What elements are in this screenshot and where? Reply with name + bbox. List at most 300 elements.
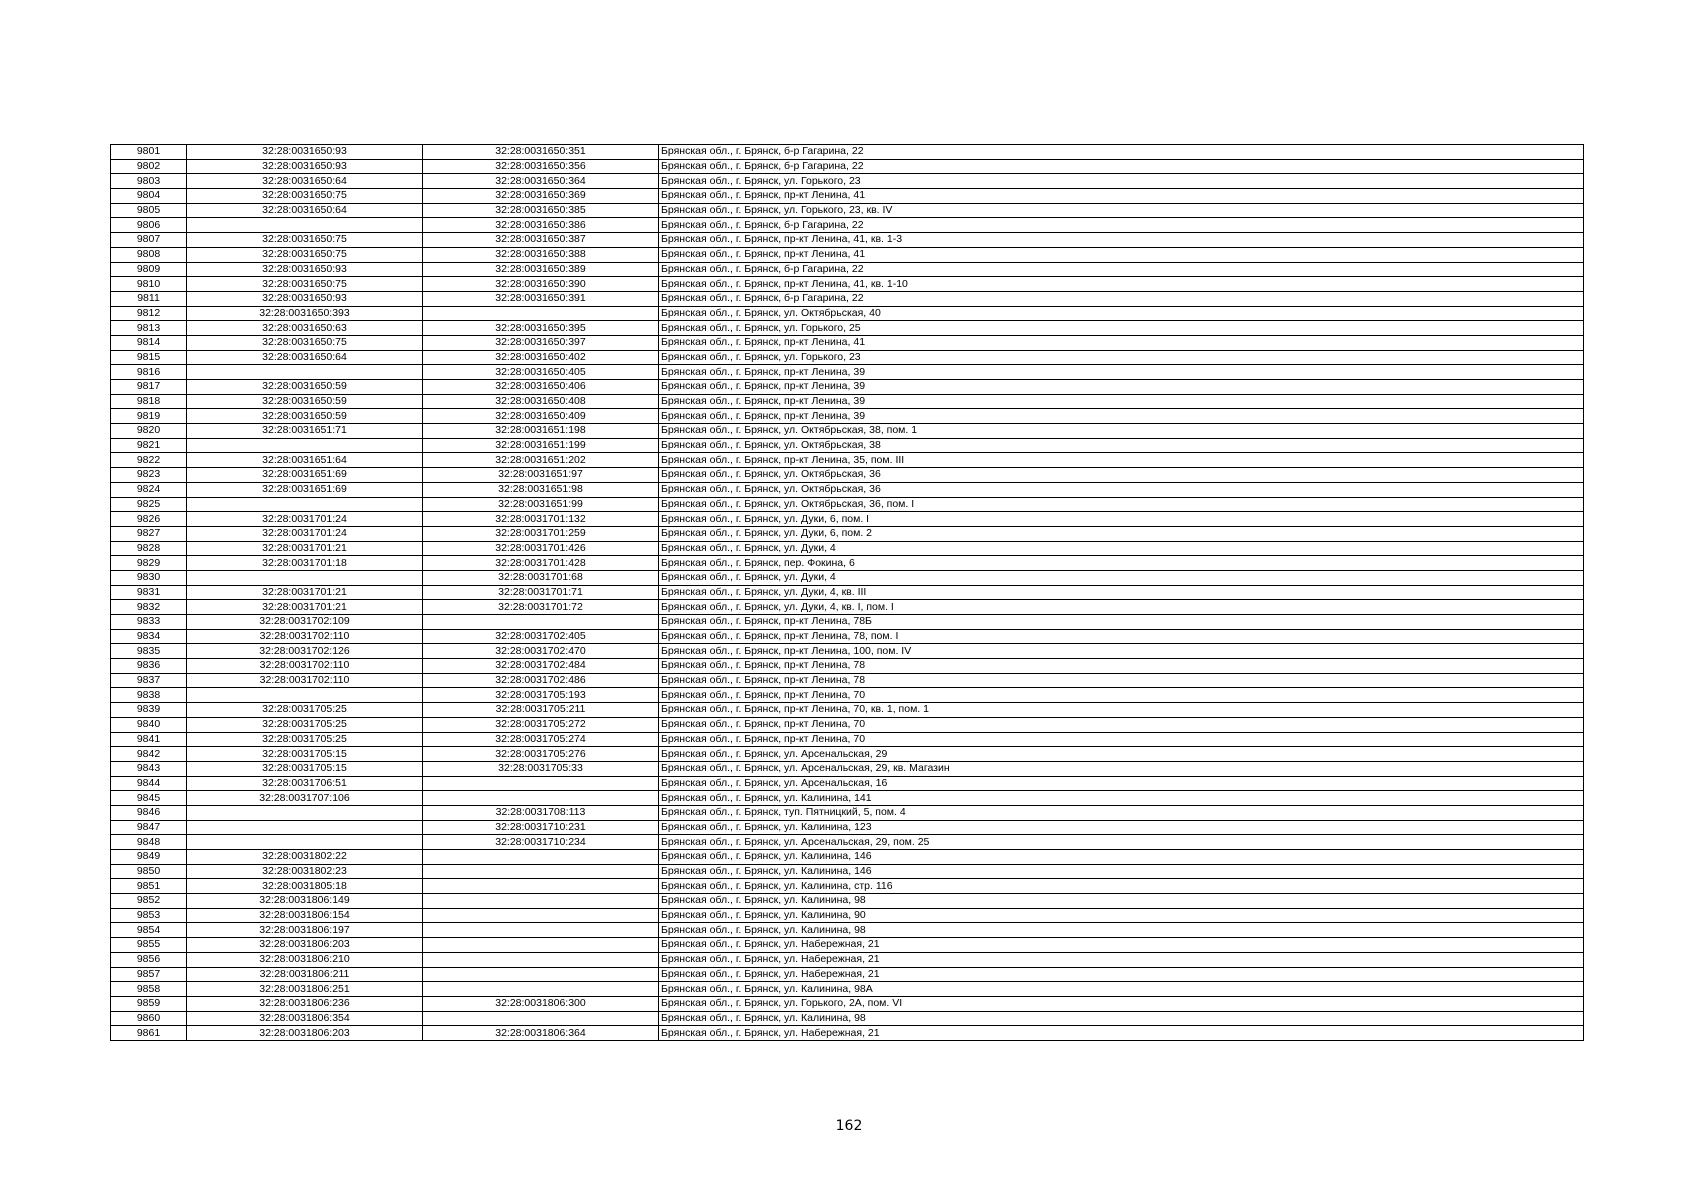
table-row	[111, 835, 1584, 850]
table-row	[111, 262, 1584, 277]
table-row	[111, 1011, 1584, 1026]
cadastral-number-object: 32:28:0031650:385	[423, 203, 659, 218]
table-row	[111, 908, 1584, 923]
row-number: 9841	[111, 732, 187, 747]
row-number: 9821	[111, 438, 187, 453]
cadastral-number-parent: 32:28:0031707:106	[187, 791, 423, 806]
row-number: 9811	[111, 291, 187, 306]
row-number: 9808	[111, 247, 187, 262]
cadastral-number-parent: 32:28:0031702:110	[187, 659, 423, 674]
cadastral-number-object: 32:28:0031705:272	[423, 717, 659, 732]
table-row	[111, 350, 1584, 365]
cadastral-number-object: 32:28:0031650:391	[423, 291, 659, 306]
row-number: 9823	[111, 468, 187, 483]
cadastral-number-object: 32:28:0031701:428	[423, 556, 659, 571]
address: Брянская обл., г. Брянск, ул. Калинина, 90	[659, 908, 1584, 923]
address: Брянская обл., г. Брянск, пр-кт Ленина, 70	[659, 688, 1584, 703]
cadastral-number-parent	[187, 438, 423, 453]
cadastral-number-parent: 32:28:0031650:64	[187, 203, 423, 218]
address: Брянская обл., г. Брянск, ул. Октябрьская, 36	[659, 468, 1584, 483]
address: Брянская обл., г. Брянск, туп. Пятницкий, 5, пом. 4	[659, 805, 1584, 820]
row-number: 9816	[111, 365, 187, 380]
table-row	[111, 952, 1584, 967]
row-number: 9847	[111, 820, 187, 835]
address: Брянская обл., г. Брянск, пр-кт Ленина, 39	[659, 394, 1584, 409]
cadastral-number-parent: 32:28:0031651:69	[187, 468, 423, 483]
address: Брянская обл., г. Брянск, б-р Гагарина, 22	[659, 262, 1584, 277]
table-row	[111, 923, 1584, 938]
row-number: 9831	[111, 585, 187, 600]
cadastral-number-object: 32:28:0031705:276	[423, 747, 659, 762]
table-row	[111, 864, 1584, 879]
cadastral-number-parent: 32:28:0031806:197	[187, 923, 423, 938]
cadastral-number-parent: 32:28:0031650:75	[187, 277, 423, 292]
cadastral-number-parent: 32:28:0031806:210	[187, 952, 423, 967]
address: Брянская обл., г. Брянск, пр-кт Ленина, 78, пом. I	[659, 629, 1584, 644]
table-row	[111, 600, 1584, 615]
row-number: 9809	[111, 262, 187, 277]
address: Брянская обл., г. Брянск, ул. Арсенальская, 29	[659, 747, 1584, 762]
address: Брянская обл., г. Брянск, пер. Фокина, 6	[659, 556, 1584, 571]
address: Брянская обл., г. Брянск, пр-кт Ленина, 70	[659, 717, 1584, 732]
table-row	[111, 159, 1584, 174]
cadastral-number-parent: 32:28:0031806:354	[187, 1011, 423, 1026]
row-number: 9802	[111, 159, 187, 174]
address: Брянская обл., г. Брянск, б-р Гагарина, 22	[659, 218, 1584, 233]
row-number: 9861	[111, 1026, 187, 1041]
cadastral-number-parent: 32:28:0031706:51	[187, 776, 423, 791]
address: Брянская обл., г. Брянск, ул. Дуки, 4	[659, 541, 1584, 556]
address: Брянская обл., г. Брянск, б-р Гагарина, 22	[659, 291, 1584, 306]
cadastral-number-object: 32:28:0031651:99	[423, 497, 659, 512]
address: Брянская обл., г. Брянск, пр-кт Ленина, 70	[659, 732, 1584, 747]
table-row	[111, 380, 1584, 395]
cadastral-number-parent: 32:28:0031702:126	[187, 644, 423, 659]
cadastral-number-parent: 32:28:0031806:154	[187, 908, 423, 923]
address: Брянская обл., г. Брянск, ул. Октябрьская, 36	[659, 482, 1584, 497]
table-row	[111, 996, 1584, 1011]
table-row	[111, 306, 1584, 321]
cadastral-number-object	[423, 791, 659, 806]
cadastral-number-parent: 32:28:0031702:109	[187, 615, 423, 630]
registry-table	[110, 144, 1584, 1041]
table-row	[111, 497, 1584, 512]
table-row	[111, 438, 1584, 453]
cadastral-number-object	[423, 894, 659, 909]
cadastral-number-parent: 32:28:0031806:211	[187, 967, 423, 982]
table-row	[111, 1026, 1584, 1041]
cadastral-number-parent: 32:28:0031701:18	[187, 556, 423, 571]
row-number: 9830	[111, 570, 187, 585]
cadastral-number-parent: 32:28:0031806:236	[187, 996, 423, 1011]
table-row	[111, 409, 1584, 424]
row-number: 9822	[111, 453, 187, 468]
row-number: 9825	[111, 497, 187, 512]
address: Брянская обл., г. Брянск, ул. Дуки, 4, кв. I, пом. I	[659, 600, 1584, 615]
table-row	[111, 541, 1584, 556]
address: Брянская обл., г. Брянск, ул. Арсенальская, 29, пом. 25	[659, 835, 1584, 850]
cadastral-number-object: 32:28:0031705:33	[423, 761, 659, 776]
table-row	[111, 424, 1584, 439]
table-row	[111, 629, 1584, 644]
cadastral-number-object: 32:28:0031650:395	[423, 321, 659, 336]
row-number: 9826	[111, 512, 187, 527]
address: Брянская обл., г. Брянск, пр-кт Ленина, 35, пом. III	[659, 453, 1584, 468]
cadastral-number-parent	[187, 820, 423, 835]
table-row	[111, 277, 1584, 292]
cadastral-number-parent: 32:28:0031805:18	[187, 879, 423, 894]
row-number: 9858	[111, 982, 187, 997]
row-number: 9805	[111, 203, 187, 218]
table-row	[111, 335, 1584, 350]
address: Брянская обл., г. Брянск, б-р Гагарина, 22	[659, 159, 1584, 174]
cadastral-number-parent: 32:28:0031650:93	[187, 291, 423, 306]
row-number: 9840	[111, 717, 187, 732]
cadastral-number-object	[423, 952, 659, 967]
address: Брянская обл., г. Брянск, ул. Горького, 23	[659, 350, 1584, 365]
table-row	[111, 394, 1584, 409]
cadastral-number-parent: 32:28:0031705:25	[187, 717, 423, 732]
cadastral-number-object: 32:28:0031651:97	[423, 468, 659, 483]
address: Брянская обл., г. Брянск, ул. Горького, 23	[659, 174, 1584, 189]
cadastral-number-object	[423, 908, 659, 923]
cadastral-number-parent: 32:28:0031650:93	[187, 159, 423, 174]
address: Брянская обл., г. Брянск, ул. Арсенальская, 29, кв. Магазин	[659, 761, 1584, 776]
cadastral-number-parent: 32:28:0031806:203	[187, 938, 423, 953]
table-row	[111, 791, 1584, 806]
cadastral-number-parent: 32:28:0031650:75	[187, 247, 423, 262]
cadastral-number-object	[423, 923, 659, 938]
cadastral-number-object: 32:28:0031650:408	[423, 394, 659, 409]
row-number: 9860	[111, 1011, 187, 1026]
cadastral-number-object: 32:28:0031708:113	[423, 805, 659, 820]
cadastral-number-object: 32:28:0031651:198	[423, 424, 659, 439]
table-row	[111, 512, 1584, 527]
address: Брянская обл., г. Брянск, пр-кт Ленина, 100, пом. IV	[659, 644, 1584, 659]
address: Брянская обл., г. Брянск, ул. Набережная, 21	[659, 1026, 1584, 1041]
cadastral-number-parent: 32:28:0031650:59	[187, 409, 423, 424]
table-row	[111, 732, 1584, 747]
cadastral-number-parent: 32:28:0031705:15	[187, 761, 423, 776]
table-row	[111, 468, 1584, 483]
cadastral-number-object: 32:28:0031702:470	[423, 644, 659, 659]
row-number: 9827	[111, 526, 187, 541]
cadastral-number-parent: 32:28:0031702:110	[187, 673, 423, 688]
row-number: 9834	[111, 629, 187, 644]
cadastral-number-object	[423, 967, 659, 982]
cadastral-number-object: 32:28:0031651:98	[423, 482, 659, 497]
table-row	[111, 203, 1584, 218]
cadastral-number-object: 32:28:0031650:388	[423, 247, 659, 262]
cadastral-number-parent: 32:28:0031650:75	[187, 233, 423, 248]
cadastral-number-object: 32:28:0031702:405	[423, 629, 659, 644]
address: Брянская обл., г. Брянск, пр-кт Ленина, 41	[659, 335, 1584, 350]
address: Брянская обл., г. Брянск, пр-кт Ленина, 39	[659, 380, 1584, 395]
cadastral-number-parent: 32:28:0031650:64	[187, 350, 423, 365]
cadastral-number-object: 32:28:0031650:397	[423, 335, 659, 350]
table-row	[111, 644, 1584, 659]
cadastral-number-object: 32:28:0031651:199	[423, 438, 659, 453]
row-number: 9839	[111, 703, 187, 718]
cadastral-number-parent: 32:28:0031802:23	[187, 864, 423, 879]
cadastral-number-parent	[187, 688, 423, 703]
table-row	[111, 894, 1584, 909]
row-number: 9804	[111, 189, 187, 204]
cadastral-number-object: 32:28:0031702:486	[423, 673, 659, 688]
cadastral-number-object: 32:28:0031701:426	[423, 541, 659, 556]
cadastral-number-parent	[187, 365, 423, 380]
address: Брянская обл., г. Брянск, пр-кт Ленина, 70, кв. 1, пом. 1	[659, 703, 1584, 718]
row-number: 9838	[111, 688, 187, 703]
row-number: 9818	[111, 394, 187, 409]
cadastral-number-object: 32:28:0031710:234	[423, 835, 659, 850]
cadastral-number-parent: 32:28:0031701:21	[187, 600, 423, 615]
cadastral-number-object	[423, 1011, 659, 1026]
row-number: 9833	[111, 615, 187, 630]
address: Брянская обл., г. Брянск, пр-кт Ленина, 41	[659, 189, 1584, 204]
table-row	[111, 776, 1584, 791]
table-row	[111, 585, 1584, 600]
row-number: 9813	[111, 321, 187, 336]
address: Брянская обл., г. Брянск, ул. Арсенальская, 16	[659, 776, 1584, 791]
cadastral-number-parent: 32:28:0031806:203	[187, 1026, 423, 1041]
row-number: 9850	[111, 864, 187, 879]
cadastral-number-object	[423, 615, 659, 630]
row-number: 9852	[111, 894, 187, 909]
row-number: 9856	[111, 952, 187, 967]
page-number: 162	[835, 1118, 863, 1134]
address: Брянская обл., г. Брянск, ул. Горького, 25	[659, 321, 1584, 336]
address: Брянская обл., г. Брянск, ул. Набережная, 21	[659, 967, 1584, 982]
table-row	[111, 145, 1584, 160]
address: Брянская обл., г. Брянск, ул. Дуки, 4	[659, 570, 1584, 585]
row-number: 9846	[111, 805, 187, 820]
cadastral-number-parent: 32:28:0031650:75	[187, 335, 423, 350]
address: Брянская обл., г. Брянск, ул. Калинина, 146	[659, 850, 1584, 865]
address: Брянская обл., г. Брянск, ул. Дуки, 4, кв. III	[659, 585, 1584, 600]
address: Брянская обл., г. Брянск, пр-кт Ленина, 41, кв. 1-10	[659, 277, 1584, 292]
table-row	[111, 982, 1584, 997]
cadastral-number-parent: 32:28:0031705:25	[187, 732, 423, 747]
row-number: 9801	[111, 145, 187, 160]
cadastral-number-object: 32:28:0031651:202	[423, 453, 659, 468]
table-row	[111, 747, 1584, 762]
address: Брянская обл., г. Брянск, ул. Октябрьская, 36, пом. I	[659, 497, 1584, 512]
address: Брянская обл., г. Брянск, ул. Калинина, 98	[659, 923, 1584, 938]
row-number: 9810	[111, 277, 187, 292]
table-row	[111, 850, 1584, 865]
cadastral-number-object: 32:28:0031650:406	[423, 380, 659, 395]
cadastral-number-object	[423, 776, 659, 791]
address: Брянская обл., г. Брянск, ул. Октябрьская, 40	[659, 306, 1584, 321]
cadastral-number-parent: 32:28:0031651:64	[187, 453, 423, 468]
cadastral-number-parent: 32:28:0031705:15	[187, 747, 423, 762]
row-number: 9829	[111, 556, 187, 571]
row-number: 9817	[111, 380, 187, 395]
table-row	[111, 321, 1584, 336]
address: Брянская обл., г. Брянск, ул. Горького, 2А, пом. VI	[659, 996, 1584, 1011]
cadastral-number-object: 32:28:0031650:405	[423, 365, 659, 380]
table-row	[111, 570, 1584, 585]
cadastral-number-parent: 32:28:0031650:59	[187, 394, 423, 409]
table-row	[111, 556, 1584, 571]
address: Брянская обл., г. Брянск, ул. Горького, 23, кв. IV	[659, 203, 1584, 218]
address: Брянская обл., г. Брянск, ул. Октябрьская, 38, пом. 1	[659, 424, 1584, 439]
address: Брянская обл., г. Брянск, ул. Калинина, 98	[659, 894, 1584, 909]
cadastral-number-parent	[187, 218, 423, 233]
cadastral-number-object	[423, 938, 659, 953]
cadastral-number-parent	[187, 497, 423, 512]
row-number: 9842	[111, 747, 187, 762]
cadastral-number-object	[423, 306, 659, 321]
address: Брянская обл., г. Брянск, ул. Дуки, 6, пом. 2	[659, 526, 1584, 541]
cadastral-number-parent: 32:28:0031651:71	[187, 424, 423, 439]
table-row	[111, 291, 1584, 306]
address: Брянская обл., г. Брянск, ул. Набережная, 21	[659, 938, 1584, 953]
table-row	[111, 805, 1584, 820]
cadastral-number-parent: 32:28:0031701:21	[187, 541, 423, 556]
cadastral-number-object: 32:28:0031650:369	[423, 189, 659, 204]
address: Брянская обл., г. Брянск, ул. Калинина, 98А	[659, 982, 1584, 997]
address: Брянская обл., г. Брянск, пр-кт Ленина, 78	[659, 673, 1584, 688]
row-number: 9828	[111, 541, 187, 556]
cadastral-number-object: 32:28:0031701:132	[423, 512, 659, 527]
cadastral-number-object	[423, 850, 659, 865]
cadastral-number-parent: 32:28:0031701:24	[187, 526, 423, 541]
row-number: 9853	[111, 908, 187, 923]
row-number: 9820	[111, 424, 187, 439]
table-row	[111, 365, 1584, 380]
cadastral-number-object: 32:28:0031705:193	[423, 688, 659, 703]
address: Брянская обл., г. Брянск, ул. Калинина, 123	[659, 820, 1584, 835]
cadastral-number-parent: 32:28:0031650:75	[187, 189, 423, 204]
address: Брянская обл., г. Брянск, пр-кт Ленина, 78Б	[659, 615, 1584, 630]
cadastral-number-object: 32:28:0031701:259	[423, 526, 659, 541]
table-row	[111, 967, 1584, 982]
table-row	[111, 615, 1584, 630]
address: Брянская обл., г. Брянск, б-р Гагарина, 22	[659, 145, 1584, 160]
cadastral-number-parent: 32:28:0031806:251	[187, 982, 423, 997]
cadastral-number-object: 32:28:0031806:364	[423, 1026, 659, 1041]
address: Брянская обл., г. Брянск, ул. Калинина, 98	[659, 1011, 1584, 1026]
table-row	[111, 673, 1584, 688]
cadastral-number-object: 32:28:0031650:409	[423, 409, 659, 424]
registry-body	[111, 145, 1584, 1041]
row-number: 9855	[111, 938, 187, 953]
row-number: 9836	[111, 659, 187, 674]
table-row	[111, 938, 1584, 953]
table-row	[111, 218, 1584, 233]
cadastral-number-parent: 32:28:0031650:393	[187, 306, 423, 321]
table-row	[111, 247, 1584, 262]
address: Брянская обл., г. Брянск, пр-кт Ленина, 78	[659, 659, 1584, 674]
address: Брянская обл., г. Брянск, ул. Набережная, 21	[659, 952, 1584, 967]
cadastral-number-object	[423, 879, 659, 894]
cadastral-number-object: 32:28:0031650:364	[423, 174, 659, 189]
cadastral-number-parent: 32:28:0031650:64	[187, 174, 423, 189]
row-number: 9837	[111, 673, 187, 688]
table-row	[111, 703, 1584, 718]
cadastral-number-parent: 32:28:0031705:25	[187, 703, 423, 718]
table-row	[111, 526, 1584, 541]
row-number: 9814	[111, 335, 187, 350]
address: Брянская обл., г. Брянск, пр-кт Ленина, 41	[659, 247, 1584, 262]
row-number: 9835	[111, 644, 187, 659]
row-number: 9812	[111, 306, 187, 321]
cadastral-number-parent	[187, 570, 423, 585]
row-number: 9857	[111, 967, 187, 982]
address: Брянская обл., г. Брянск, ул. Калинина, 146	[659, 864, 1584, 879]
row-number: 9824	[111, 482, 187, 497]
table-row	[111, 879, 1584, 894]
row-number: 9851	[111, 879, 187, 894]
cadastral-number-object: 32:28:0031650:402	[423, 350, 659, 365]
table-row	[111, 174, 1584, 189]
address: Брянская обл., г. Брянск, пр-кт Ленина, 39	[659, 365, 1584, 380]
cadastral-number-object	[423, 982, 659, 997]
row-number: 9806	[111, 218, 187, 233]
table-row	[111, 453, 1584, 468]
cadastral-number-parent: 32:28:0031651:69	[187, 482, 423, 497]
address: Брянская обл., г. Брянск, ул. Дуки, 6, пом. I	[659, 512, 1584, 527]
cadastral-number-object: 32:28:0031702:484	[423, 659, 659, 674]
cadastral-number-object: 32:28:0031701:72	[423, 600, 659, 615]
cadastral-number-object: 32:28:0031705:211	[423, 703, 659, 718]
cadastral-number-parent: 32:28:0031650:93	[187, 262, 423, 277]
cadastral-number-parent	[187, 835, 423, 850]
cadastral-number-parent: 32:28:0031702:110	[187, 629, 423, 644]
row-number: 9843	[111, 761, 187, 776]
address: Брянская обл., г. Брянск, ул. Калинина, стр. 116	[659, 879, 1584, 894]
row-number: 9844	[111, 776, 187, 791]
cadastral-number-parent: 32:28:0031650:93	[187, 145, 423, 160]
row-number: 9815	[111, 350, 187, 365]
cadastral-number-parent: 32:28:0031701:24	[187, 512, 423, 527]
cadastral-number-parent: 32:28:0031802:22	[187, 850, 423, 865]
address: Брянская обл., г. Брянск, пр-кт Ленина, 39	[659, 409, 1584, 424]
row-number: 9859	[111, 996, 187, 1011]
cadastral-number-parent	[187, 805, 423, 820]
table-row	[111, 820, 1584, 835]
table-row	[111, 189, 1584, 204]
cadastral-number-object: 32:28:0031710:231	[423, 820, 659, 835]
table-row	[111, 659, 1584, 674]
table-row	[111, 688, 1584, 703]
row-number: 9848	[111, 835, 187, 850]
address: Брянская обл., г. Брянск, пр-кт Ленина, 41, кв. 1-3	[659, 233, 1584, 248]
cadastral-number-object	[423, 864, 659, 879]
cadastral-number-object: 32:28:0031701:68	[423, 570, 659, 585]
cadastral-number-object: 32:28:0031650:387	[423, 233, 659, 248]
cadastral-number-object: 32:28:0031806:300	[423, 996, 659, 1011]
cadastral-number-object: 32:28:0031705:274	[423, 732, 659, 747]
table-row	[111, 717, 1584, 732]
row-number: 9807	[111, 233, 187, 248]
address: Брянская обл., г. Брянск, ул. Калинина, 141	[659, 791, 1584, 806]
cadastral-number-parent: 32:28:0031650:59	[187, 380, 423, 395]
cadastral-number-object: 32:28:0031650:351	[423, 145, 659, 160]
cadastral-number-parent: 32:28:0031650:63	[187, 321, 423, 336]
cadastral-number-object: 32:28:0031650:386	[423, 218, 659, 233]
cadastral-number-object: 32:28:0031650:389	[423, 262, 659, 277]
row-number: 9819	[111, 409, 187, 424]
table-row	[111, 761, 1584, 776]
row-number: 9849	[111, 850, 187, 865]
cadastral-number-parent: 32:28:0031701:21	[187, 585, 423, 600]
row-number: 9854	[111, 923, 187, 938]
row-number: 9845	[111, 791, 187, 806]
cadastral-number-object: 32:28:0031650:390	[423, 277, 659, 292]
